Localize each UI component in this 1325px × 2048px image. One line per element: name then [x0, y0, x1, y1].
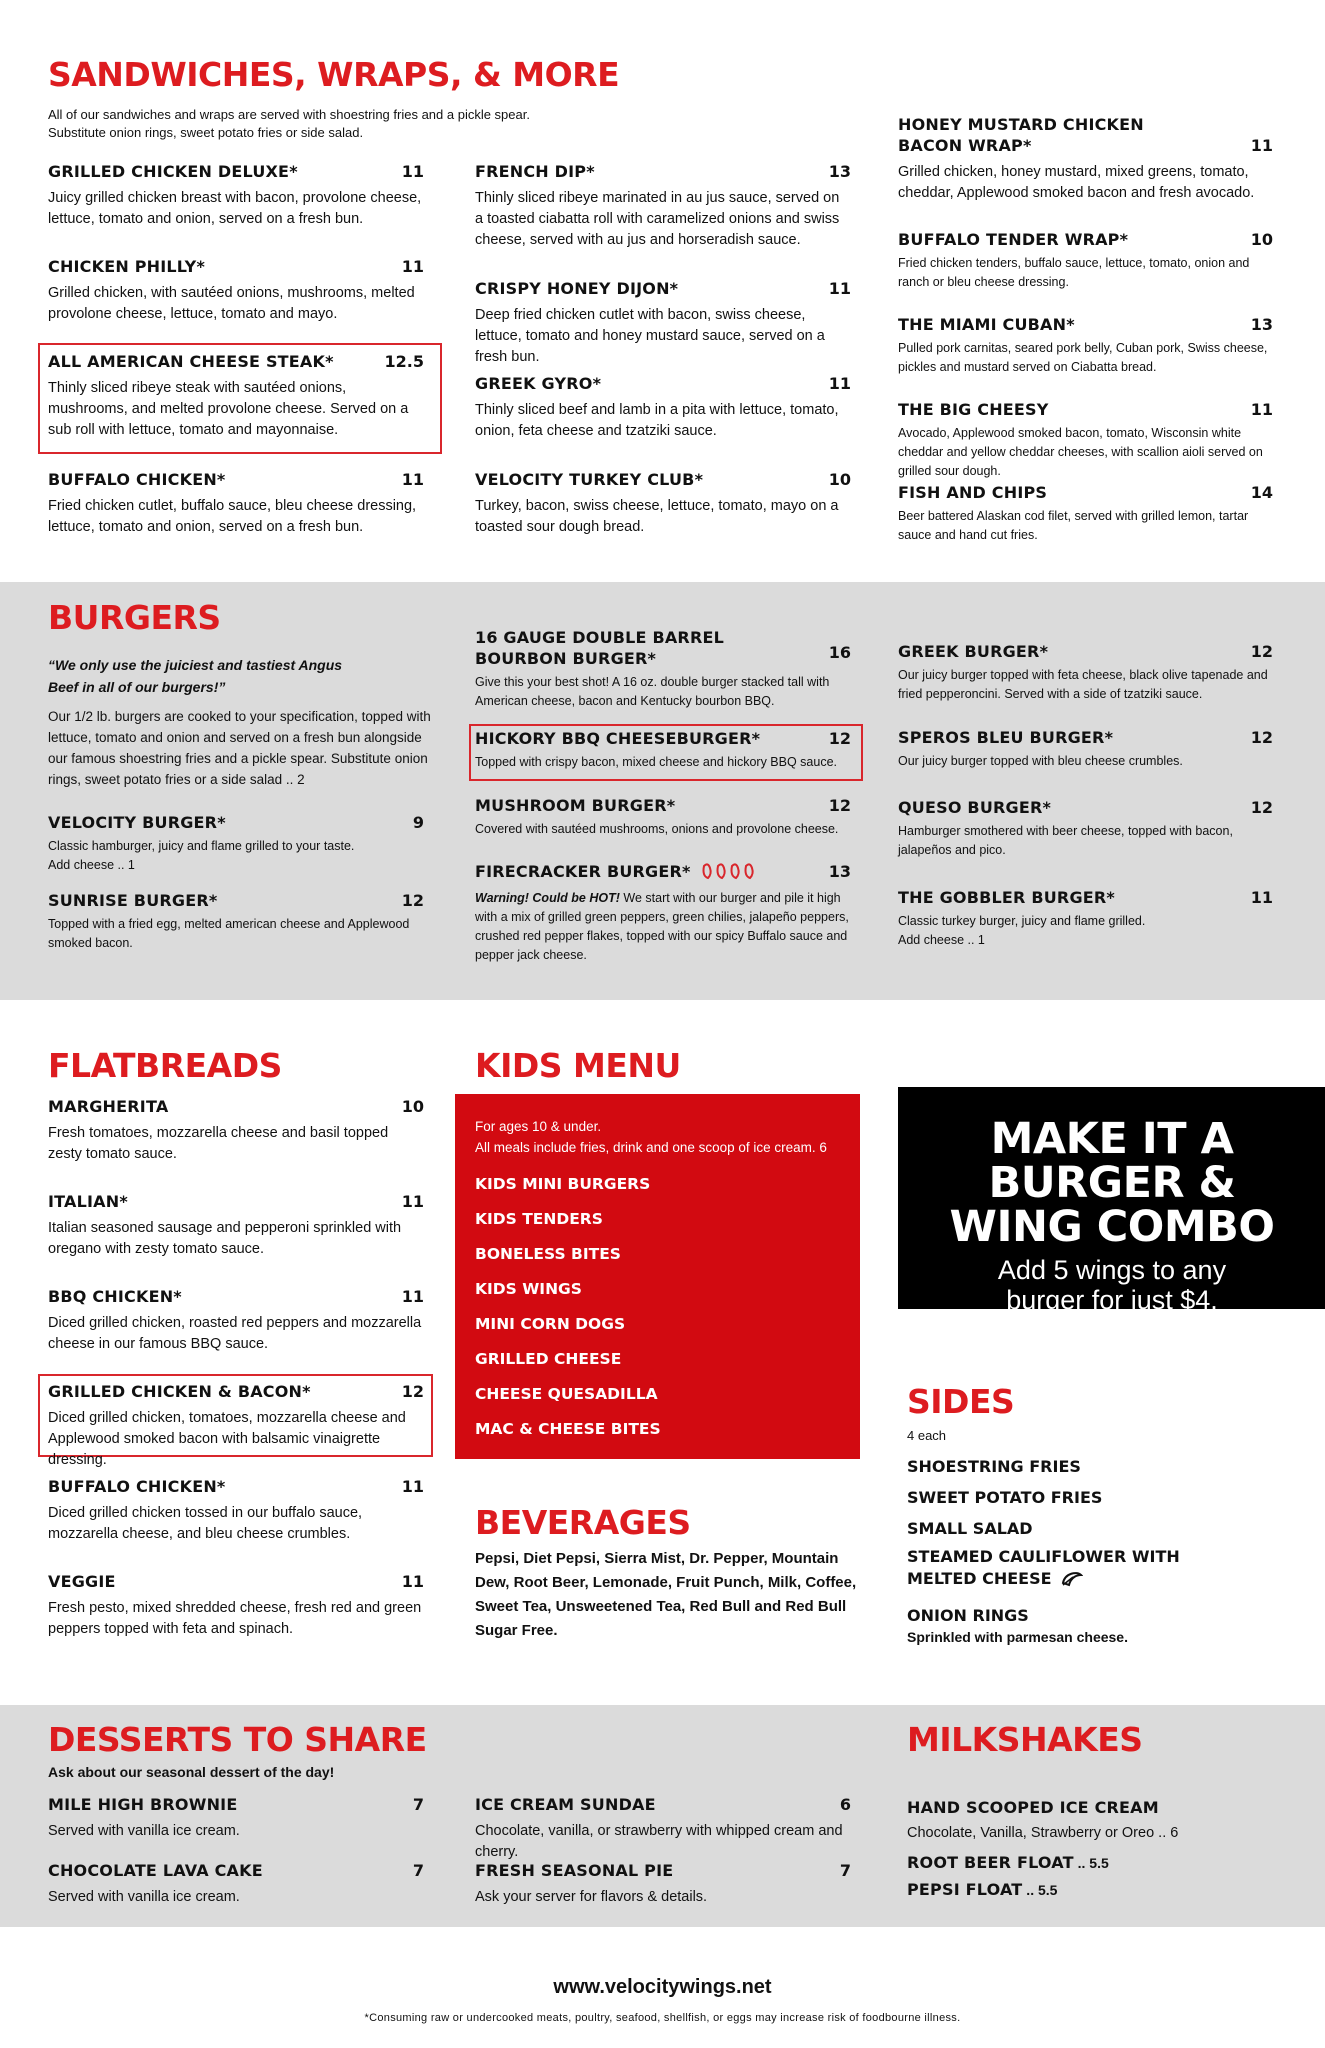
- menu-item: HICKORY BBQ CHEESEBURGER* 12 Topped with crispy bacon, mixed cheese and hickory BBQ sauce.: [475, 729, 851, 769]
- burgers-intro: Our 1/2 lb. burgers are cooked to your specification, topped with lettuce, tomato and onion and served on a fresh bun alongside our famous shoestring fries and a pickle spear. Substitute onion rings, sweet potato fries or a side salad .. 2: [48, 709, 431, 787]
- milkshake-item: PEPSI FLOAT .. 5.5: [907, 1880, 1058, 1899]
- milkshake-desc: Chocolate, Vanilla, Strawberry or Oreo .. 6: [907, 1825, 1179, 1841]
- kids-item: MAC & CHEESE BITES: [475, 1420, 661, 1438]
- warning-text: Warning! Could be HOT!: [475, 891, 620, 905]
- milkshakes-list: [907, 1797, 1287, 1900]
- side-item: ONION RINGS: [907, 1606, 1029, 1625]
- sides-title: SIDES: [907, 1382, 1015, 1421]
- menu-item: CHICKEN PHILLY* 11 Grilled chicken, with sautéed onions, mushrooms, melted provolone cheese, lettuce, tomato and mayo.: [48, 257, 424, 322]
- menu-item: THE BIG CHEESY 11 Avocado, Applewood smoked bacon, tomato, Wisconsin white cheddar and yellow cheddar cheeses, with scallion aioli served on grilled sour dough.: [898, 400, 1273, 478]
- side-item: STEAMED CAULIFLOWER WITH MELTED CHEESE: [907, 1546, 1247, 1593]
- menu-item: HONEY MUSTARD CHICKEN BACON WRAP* 11 Grilled chicken, honey mustard, mixed greens, tomato, cheddar, Applewood smoked bacon and fresh avocado.: [898, 115, 1273, 201]
- menu-item: MARGHERITA 10 Fresh tomatoes, mozzarella cheese and basil topped zesty tomato sauce.: [48, 1097, 424, 1162]
- beverages-text: Pepsi, Diet Pepsi, Sierra Mist, Dr. Pepper, Mountain Dew, Root Beer, Lemonade, Fruit Punch, Milk, Coffee, Sweet Tea, Unsweetened Tea, Red Bull and Red Bull Sugar Free.: [475, 1550, 857, 1639]
- kids-item: GRILLED CHEESE: [475, 1350, 622, 1368]
- milkshake-item: ROOT BEER FLOAT .. 5.5: [907, 1853, 1109, 1872]
- menu-item: BUFFALO CHICKEN* 11 Diced grilled chicken tossed in our buffalo sauce, mozzarella cheese, and bleu cheese crumbles.: [48, 1477, 424, 1542]
- sandwiches-intro: All of our sandwiches and wraps are served with shoestring fries and a pickle spear. Substitute onion rings, sweet potato fries or side salad.: [48, 107, 530, 140]
- pepper-icon: [700, 862, 756, 885]
- side-item: SWEET POTATO FRIES: [907, 1488, 1103, 1507]
- menu-item: CHOCOLATE LAVA CAKE 7 Served with vanilla ice cream.: [48, 1861, 424, 1905]
- menu-item: FISH AND CHIPS 14 Beer battered Alaskan cod filet, served with grilled lemon, tartar sauce and hand cut fries.: [898, 483, 1273, 542]
- sides-list: [907, 1426, 1277, 1647]
- desserts-title: DESSERTS TO SHARE: [48, 1720, 427, 1759]
- menu-item: FRENCH DIP* 13 Thinly sliced ribeye marinated in au jus sauce, served on a toasted ciabatta roll with caramelized onions and swiss cheese, served with au jus and horseradish sauce.: [475, 162, 851, 248]
- menu-item: VELOCITY BURGER* 9 Classic hamburger, juicy and flame grilled to your taste. Add cheese .. 1: [48, 813, 424, 872]
- menu-item: BUFFALO CHICKEN* 11 Fried chicken cutlet, buffalo sauce, bleu cheese dressing, lettuce, tomato and onion, served on a fresh bun.: [48, 470, 424, 535]
- menu-item: GREEK BURGER* 12 Our juicy burger topped with feta cheese, black olive tapenade and fried pepperoncini. Served with a side of tzatziki sauce.: [898, 642, 1273, 701]
- menu-item: VEGGIE 11 Fresh pesto, mixed shredded cheese, fresh red and green peppers topped with feta and spinach.: [48, 1572, 424, 1637]
- kids-item: KIDS WINGS: [475, 1280, 582, 1298]
- menu-item: GREEK GYRO* 11 Thinly sliced beef and lamb in a pita with lettuce, tomato, onion, feta cheese and tzatziki sauce.: [475, 374, 851, 439]
- milkshakes-title: MILKSHAKES: [907, 1720, 1143, 1759]
- kids-item: CHEESE QUESADILLA: [475, 1385, 658, 1403]
- kids-title: KIDS MENU: [475, 1046, 681, 1085]
- combo-sub: Add 5 wings to any burger for just $4.: [997, 1255, 1227, 1315]
- menu-item: BUFFALO TENDER WRAP* 10 Fried chicken tenders, buffalo sauce, lettuce, tomato, onion and ranch or bleu cheese dressing.: [898, 230, 1273, 289]
- menu-item: VELOCITY TURKEY CLUB* 10 Turkey, bacon, swiss cheese, lettuce, tomato, mayo on a toasted sour dough bread.: [475, 470, 851, 535]
- side-item: SMALL SALAD: [907, 1519, 1033, 1538]
- menu-item: CRISPY HONEY DIJON* 11 Deep fried chicken cutlet with bacon, swiss cheese, lettuce, tomato and honey mustard sauce, served on a fresh bun.: [475, 279, 851, 365]
- website-link[interactable]: www.velocitywings.net: [553, 1976, 772, 1998]
- disclaimer: *Consuming raw or undercooked meats, poultry, seafood, shellfish, or eggs may increase risk of foodbourne illness.: [364, 2012, 961, 2024]
- menu-item: 16 GAUGE DOUBLE BARREL BOURBON BURGER* 16 Give this your best shot! A 16 oz. double burger stacked tall with American cheese, bacon and Kentucky bourbon BBQ.: [475, 628, 851, 708]
- kids-item: KIDS TENDERS: [475, 1210, 603, 1228]
- menu-item: ICE CREAM SUNDAE 6 Chocolate, vanilla, or strawberry with whipped cream and cherry.: [475, 1795, 851, 1860]
- menu-item: SPEROS BLEU BURGER* 12 Our juicy burger topped with bleu cheese crumbles.: [898, 728, 1273, 768]
- kids-item: MINI CORN DOGS: [475, 1315, 626, 1333]
- beverages-title: BEVERAGES: [475, 1503, 691, 1542]
- menu-item: ITALIAN* 11 Italian seasoned sausage and pepperoni sprinkled with oregano with zesty tomato sauce.: [48, 1192, 424, 1257]
- kids-item: KIDS MINI BURGERS: [475, 1175, 651, 1193]
- flatbreads-title: FLATBREADS: [48, 1046, 282, 1085]
- menu-item: MUSHROOM BURGER* 12 Covered with sautéed mushrooms, onions and provolone cheese.: [475, 796, 851, 836]
- menu-item: THE MIAMI CUBAN* 13 Pulled pork carnitas, seared pork belly, Cuban pork, Swiss cheese, pickles and mustard served on Ciabatta bread.: [898, 315, 1273, 374]
- combo-promo: [898, 1087, 1325, 1315]
- menu-item: GRILLED CHICKEN DELUXE* 11 Juicy grilled chicken breast with bacon, provolone cheese, lettuce, tomato and onion, served on a fresh bun.: [48, 162, 424, 227]
- milkshake-item: HAND SCOOPED ICE CREAM: [907, 1798, 1159, 1817]
- menu-item: ALL AMERICAN CHEESE STEAK* 12.5 Thinly sliced ribeye steak with sautéed onions, mushrooms, and melted provolone cheese. Served on a sub roll with lettuce, tomato and mayonnaise.: [48, 352, 424, 438]
- menu-item: FRESH SEASONAL PIE 7 Ask your server for flavors & details.: [475, 1861, 851, 1905]
- menu-item: BBQ CHICKEN* 11 Diced grilled chicken, roasted red peppers and mozzarella cheese in our famous BBQ sauce.: [48, 1287, 424, 1352]
- burgers-title: BURGERS: [48, 598, 221, 637]
- sides-price-note: 4 each: [907, 1428, 947, 1443]
- item-name: FIRECRACKER BURGER*: [475, 862, 691, 881]
- side-item: SHOESTRING FRIES: [907, 1457, 1081, 1476]
- kids-intro: For ages 10 & under. All meals include fries, drink and one scoop of ice cream. 6: [475, 1119, 827, 1155]
- kids-items: [475, 1167, 661, 1447]
- leaf-icon: [1061, 1571, 1083, 1593]
- menu-item: SUNRISE BURGER* 12 Topped with a fried egg, melted american cheese and Applewood smoked bacon.: [48, 891, 424, 950]
- desserts-note: Ask about our seasonal dessert of the day!: [48, 1764, 335, 1780]
- combo-headline: MAKE IT A BURGER & WING COMBO: [949, 1114, 1275, 1252]
- onion-desc: Sprinkled with parmesan cheese.: [907, 1629, 1128, 1645]
- menu-item: GRILLED CHICKEN & BACON* 12 Diced grilled chicken, tomatoes, mozzarella cheese and Applewood smoked bacon with balsamic vinaigrette dressing.: [48, 1382, 424, 1468]
- sandwiches-title: SANDWICHES, WRAPS, & MORE: [48, 55, 620, 94]
- menu-item: MILE HIGH BROWNIE 7 Served with vanilla ice cream.: [48, 1795, 424, 1839]
- menu-item: THE GOBBLER BURGER* 11 Classic turkey burger, juicy and flame grilled. Add cheese .. 1: [898, 888, 1273, 947]
- menu-item: FIRECRACKER BURGER* 13 Warning! Could be HOT! We start with our burger and pile it high with a mix of grilled green peppers, green chilies, jalapeño peppers, crushed red pepper flakes, topped with our spicy Buffalo sauce and pepper jack cheese.: [475, 862, 851, 962]
- burgers-quote: “We only use the juiciest and tastiest Angus Beef in all of our burgers!”: [48, 657, 343, 695]
- kids-item: BONELESS BITES: [475, 1245, 621, 1263]
- menu-item: QUESO BURGER* 12 Hamburger smothered with beer cheese, topped with bacon, jalapeños and pico.: [898, 798, 1273, 857]
- kids-menu-box: [455, 1094, 860, 1459]
- item-desc: We start with our burger and pile it high with a mix of grilled green peppers, green chilies, jalapeño peppers, crushed red pepper flakes, topped with our spicy Buffalo sauce and pepper jack cheese.: [475, 891, 849, 962]
